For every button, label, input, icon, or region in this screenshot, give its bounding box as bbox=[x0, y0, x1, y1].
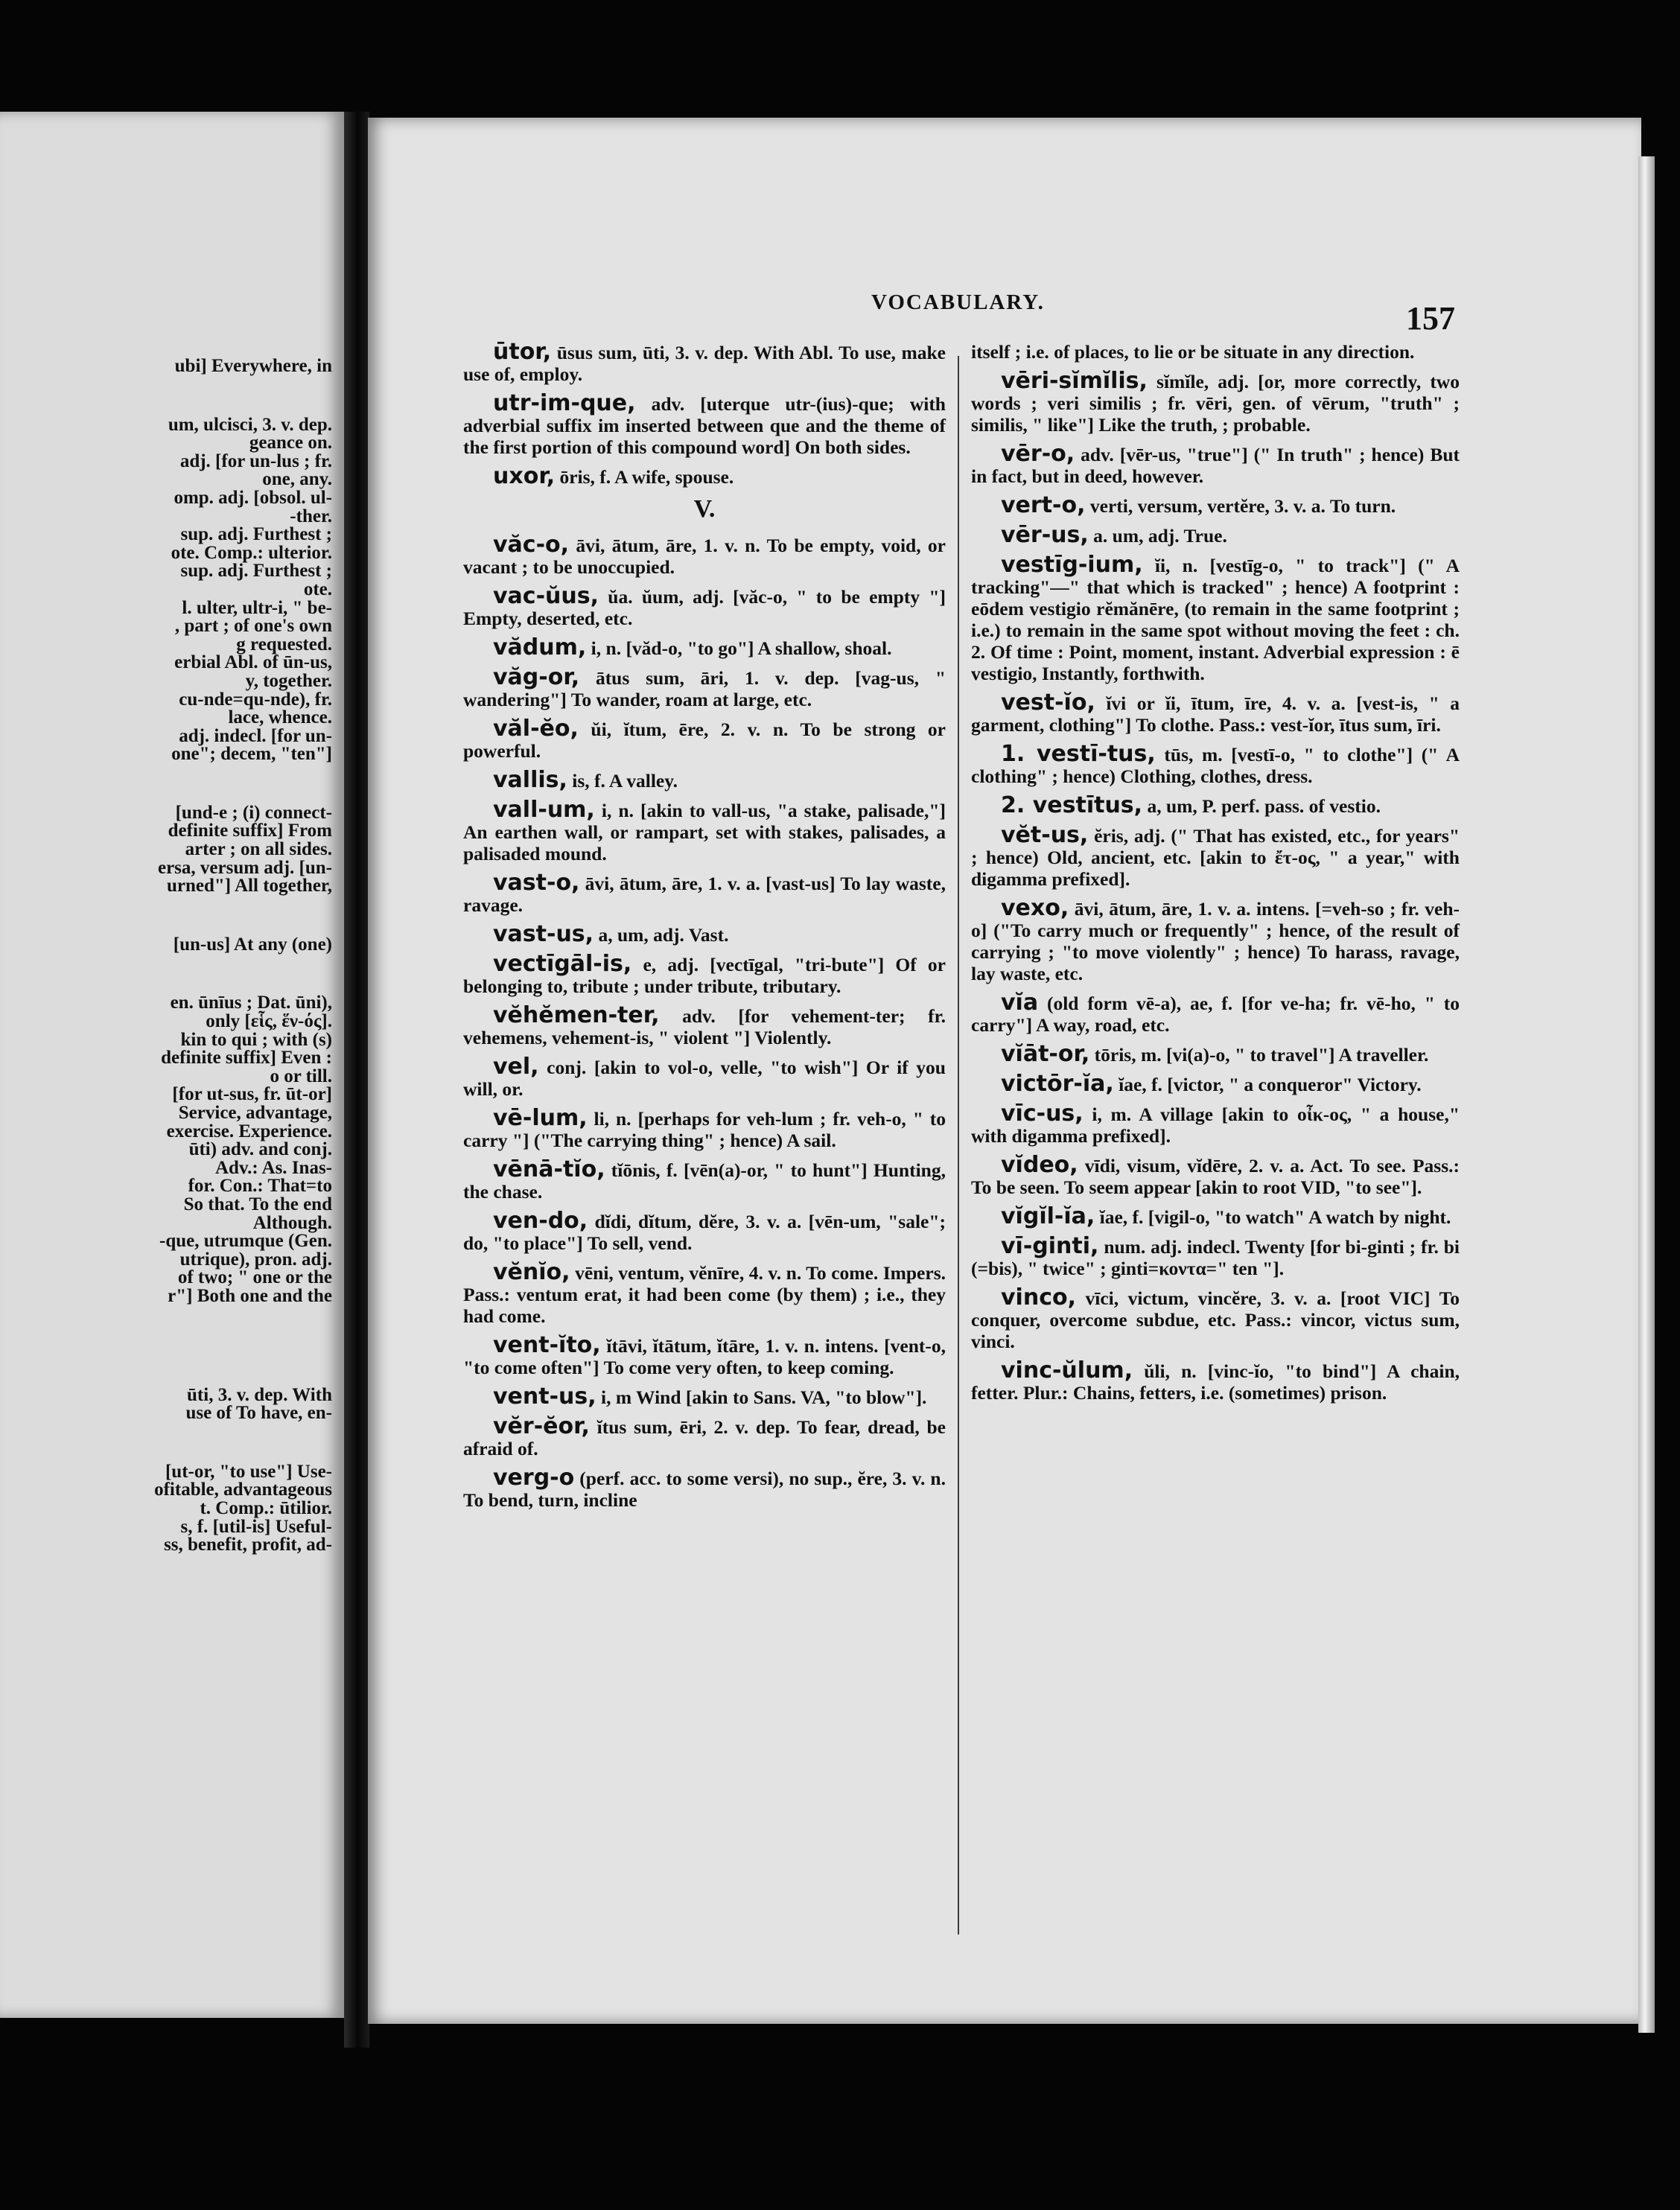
previous-page-line: of two; " one or the bbox=[177, 1267, 332, 1288]
dictionary-entry bbox=[971, 1154, 1460, 1198]
previous-page-line: exercise. Experience. bbox=[166, 1121, 332, 1141]
previous-page-line: ūti, 3. v. dep. With bbox=[187, 1384, 332, 1405]
headword: vēnā-tĭo, bbox=[493, 1156, 605, 1182]
dictionary-entry bbox=[463, 634, 946, 660]
definition: i, m. A village [akin to οἶκ-ος, " a house," with digamma prefixed]. bbox=[971, 1104, 1460, 1147]
dictionary-entry bbox=[971, 524, 1460, 547]
previous-page-line bbox=[0, 1306, 343, 1346]
dictionary-entry bbox=[463, 1261, 946, 1327]
headword: vac-ŭus, bbox=[493, 583, 599, 609]
definition: i, n. [văd-o, "to go"] A shallow, shoal. bbox=[586, 637, 892, 659]
definition: ĭi, n. [vestīg-o, " to track"] (" A tracking"—" that which is tracked" ; hence) A footprint : eōdem vestigio rĕmănēre, (to remain in the same footprint ; i.e.) to remain in the same spot without moving the feet : ch. 2. Of time : Point, moment, instant. Adverbial expression : ē vestigio, Instantly, forthwith. bbox=[971, 555, 1460, 684]
previous-page-line: Although. bbox=[252, 1212, 332, 1233]
headword: vallis, bbox=[493, 767, 567, 793]
definition: (perf. acc. to some versi), no sup., ĕre, 3. v. n. To bend, turn, incline bbox=[463, 1468, 946, 1511]
dictionary-entry bbox=[971, 1284, 1460, 1352]
headword: văc-o, bbox=[493, 532, 570, 558]
previous-page-line: arter ; on all sides. bbox=[185, 839, 332, 860]
definition: ĕris, adj. (" That has existed, etc., for years" ; hence) Old, ancient, etc. [akin to ἔτ-ος, " a year," with digamma prefixed]. bbox=[971, 825, 1460, 890]
definition: adv. [uterque utr-(ius)-que; with adverbial suffix im inserted between que and the theme of the first portion of this compound word] On both sides. bbox=[463, 393, 946, 458]
previous-page-line: s, f. [util-is] Useful- bbox=[180, 1516, 332, 1537]
previous-page-text bbox=[0, 357, 343, 1555]
definition: itself ; i.e. of places, to lie or be situate in any direction. bbox=[971, 341, 1415, 363]
dictionary-entry bbox=[463, 1156, 946, 1203]
headword: vert-o, bbox=[1001, 492, 1086, 518]
previous-page-line: Service, advantage, bbox=[178, 1103, 332, 1123]
dictionary-entry bbox=[971, 743, 1460, 787]
dictionary-entry bbox=[971, 1203, 1460, 1229]
previous-page-line: , part ; of one's own bbox=[174, 616, 332, 637]
dictionary-entry bbox=[463, 953, 946, 997]
dictionary-entry bbox=[463, 341, 946, 385]
headword: vīc-us, bbox=[1001, 1101, 1084, 1127]
previous-page-line: sup. adj. Furthest ; bbox=[180, 561, 332, 582]
dictionary-entry bbox=[971, 370, 1460, 436]
headword: vectīgāl-is, bbox=[493, 951, 632, 977]
headword: vestīg-ium, bbox=[1001, 552, 1143, 578]
definition: ĭae, f. [victor, " a conqueror" Victory. bbox=[1113, 1074, 1422, 1095]
dictionary-entry bbox=[971, 1235, 1460, 1279]
dictionary-entry bbox=[971, 1357, 1460, 1404]
headword: vēr-us, bbox=[1001, 522, 1089, 548]
previous-page-line: adj. [for un-lus ; fr. bbox=[179, 450, 332, 471]
headword: vĭgĭl-ĭa, bbox=[1001, 1203, 1095, 1229]
previous-page-line: ss, benefit, profit, ad- bbox=[164, 1535, 332, 1555]
headword: vĭdeo, bbox=[1001, 1152, 1078, 1178]
dictionary-entry bbox=[971, 443, 1460, 487]
previous-page-line: o or till. bbox=[270, 1066, 332, 1086]
previous-page-line bbox=[0, 764, 343, 804]
previous-page-line: t. Comp.: ūtilior. bbox=[200, 1497, 332, 1518]
previous-page-line: one"; decem, "ten"] bbox=[171, 744, 332, 765]
definition: (old form vē-a), ae, f. [for ve-ha; fr. vē-ho, " to carry"] A way, road, etc. bbox=[971, 993, 1460, 1036]
page-edge bbox=[1638, 156, 1655, 2033]
previous-page-line: um, ulcisci, 3. v. dep. bbox=[168, 414, 332, 435]
vocabulary-column-left bbox=[463, 341, 946, 1518]
headword: vinco, bbox=[1001, 1284, 1076, 1311]
definition: tōris, m. [vi(a)-o, " to travel"] A traveller. bbox=[1089, 1044, 1429, 1066]
page-number: 157 bbox=[1406, 300, 1455, 337]
previous-page-line: definite suffix] From bbox=[168, 821, 332, 841]
definition: ĭvi or ĭi, ītum, īre, 4. v. a. [vest-is, " a garment, clothing"] To clothe. Pass.: vest-ĭor, ītus sum, īri. bbox=[971, 692, 1460, 736]
dictionary-entry bbox=[971, 1043, 1460, 1066]
previous-page-line: urned"] All together, bbox=[167, 876, 332, 897]
headword: vast-o, bbox=[493, 870, 580, 896]
headword: vel, bbox=[493, 1054, 539, 1080]
definition: conj. [akin to vol-o, velle, "to wish"] Or if you will, or. bbox=[463, 1057, 946, 1100]
previous-page-line: ersa, versum adj. [un- bbox=[157, 857, 332, 878]
previous-page-line bbox=[0, 954, 343, 994]
definition: a, um, P. perf. pass. of vestio. bbox=[1142, 795, 1381, 817]
definition: ūsus sum, ūti, 3. v. dep. With Abl. To use, make use of, employ. bbox=[463, 342, 946, 385]
definition: āvi, ātum, āre, 1. v. n. To be empty, void, or vacant ; to be unoccupied. bbox=[463, 535, 946, 578]
previous-page-line: -ther. bbox=[290, 506, 332, 526]
definition: a. um, adj. True. bbox=[1088, 525, 1227, 547]
definition: vīdi, visum, vĭdēre, 2. v. a. Act. To see. Pass.: To be seen. To seem appear [akin to root VID, "to see"]. bbox=[971, 1155, 1460, 1198]
dictionary-entry bbox=[463, 465, 946, 488]
headword: victōr-ĭa, bbox=[1001, 1071, 1114, 1097]
previous-page-line: cu-nde=qu-nde), fr. bbox=[179, 689, 332, 710]
headword: văg-or, bbox=[493, 664, 580, 690]
previous-page-line: So that. To the end bbox=[183, 1194, 332, 1214]
dictionary-entry bbox=[971, 794, 1460, 817]
definition: tūs, m. [vestī-o, " to clothe"] (" A clothing" ; hence) Clothing, clothes, dress. bbox=[971, 744, 1460, 787]
previous-page-line: kin to qui ; with (s) bbox=[180, 1029, 332, 1050]
previous-page-line: erbial Abl. of ūn-us, bbox=[174, 652, 332, 673]
previous-page-line bbox=[0, 1346, 343, 1386]
definition: a, um, adj. Vast. bbox=[594, 924, 729, 946]
book-gutter bbox=[344, 112, 369, 2048]
headword: vē-lum, bbox=[493, 1105, 588, 1131]
definition: ŭa. ŭum, adj. [văc-o, " to be empty "] Empty, deserted, etc. bbox=[463, 586, 946, 629]
headword: vast-us, bbox=[493, 921, 594, 947]
dictionary-entry bbox=[463, 666, 946, 710]
headword: vĕhĕmen-ter, bbox=[493, 1002, 660, 1028]
previous-page-line: ubi] Everywhere, in bbox=[174, 356, 332, 376]
running-head: VOCABULARY. bbox=[871, 290, 1045, 314]
definition: ĭae, f. [vigil-o, "to watch" A watch by night. bbox=[1095, 1206, 1451, 1228]
previous-page-line bbox=[0, 896, 343, 936]
dictionary-entry bbox=[463, 872, 946, 916]
headword: 2. vestītus, bbox=[1001, 792, 1143, 818]
headword: ven-do, bbox=[493, 1208, 588, 1234]
definition: vēni, ventum, vĕnīre, 4. v. n. To come. Impers. Pass.: ventum erat, it had been come (by them) ; i.e., they had come. bbox=[463, 1262, 946, 1327]
definition: āvi, ātum, āre, 1. v. a. intens. [=veh-so ; fr. veh-o] ("To carry much or frequently" ; hence, of the result of carrying ; "to move violently" ; hence) To harass, ravage, lay waste, etc. bbox=[971, 898, 1460, 984]
previous-page-line: [for ut-sus, fr. ūt-or] bbox=[172, 1084, 332, 1105]
previous-page-line: r"] Both one and the bbox=[168, 1285, 332, 1306]
dictionary-entry bbox=[463, 769, 946, 792]
dictionary-entry bbox=[971, 341, 1460, 363]
previous-page-line: l. ulter, ultr-i, " be- bbox=[182, 597, 332, 618]
section-letter: V. bbox=[693, 495, 716, 523]
headword: verg-o bbox=[493, 1465, 575, 1491]
previous-page-line: en. ūnīus ; Dat. ūni), bbox=[170, 993, 332, 1013]
definition: li, n. [perhaps for veh-lum ; fr. veh-o, " to carry "] ("The carrying thing" ; hence) A sail. bbox=[463, 1108, 946, 1151]
dictionary-entry bbox=[463, 1210, 946, 1254]
column-divider bbox=[958, 356, 959, 1934]
previous-page-line: -que, utrumque (Gen. bbox=[159, 1231, 332, 1252]
previous-page-line: g requested. bbox=[236, 634, 332, 655]
headword: vall-um, bbox=[493, 797, 595, 823]
definition: sĭmĭle, adj. [or, more correctly, two words ; veri similis ; fr. vēri, gen. of vērum, "truth" ; similis, " like"] Like the truth, ; probable. bbox=[971, 371, 1460, 436]
previous-page-line: Adv.: As. Inas- bbox=[215, 1157, 332, 1178]
dictionary-entry bbox=[971, 824, 1460, 890]
definition: ĭtāvi, ĭtātum, ĭtāre, 1. v. n. intens. [vent-o, "to come often"] To come very often, to keep coming. bbox=[463, 1335, 946, 1378]
headword: vent-ĭto, bbox=[493, 1332, 601, 1358]
headword: vest-ĭo, bbox=[1001, 690, 1095, 716]
dictionary-entry bbox=[463, 799, 946, 864]
dictionary-entry bbox=[971, 494, 1460, 517]
dictionary-entry bbox=[463, 392, 946, 458]
dictionary-entry bbox=[463, 923, 946, 946]
headword: utr-im-que, bbox=[493, 390, 636, 416]
definition: āvi, ātum, āre, 1. v. a. [vast-us] To lay waste, ravage. bbox=[463, 873, 946, 916]
definition: e, adj. [vectīgal, "tri-bute"] Of or belonging to, tribute ; under tribute, tributary. bbox=[463, 954, 946, 997]
previous-page-line bbox=[0, 376, 343, 416]
previous-page-line: ofitable, advantageous bbox=[154, 1480, 332, 1500]
headword: vēr-o, bbox=[1001, 441, 1075, 467]
previous-page-line: only [εἷς, ἕν-ός]. bbox=[206, 1011, 332, 1032]
headword: vĕt-us, bbox=[1001, 822, 1089, 848]
dictionary-entry bbox=[463, 1004, 946, 1048]
dictionary-entry bbox=[463, 1107, 946, 1151]
headword: vĭāt-or, bbox=[1001, 1041, 1090, 1067]
definition: adv. [vēr-us, "true"] (" In truth" ; hence) But in fact, but in deed, however. bbox=[971, 444, 1460, 487]
previous-page-line: y, together. bbox=[245, 670, 332, 691]
previous-page-line: ote. Comp.: ulterior. bbox=[171, 542, 332, 563]
dictionary-entry bbox=[971, 1073, 1460, 1095]
previous-page-line: ūti) adv. and conj. bbox=[188, 1139, 332, 1160]
dictionary-entry bbox=[463, 718, 946, 762]
headword: văl-ĕo, bbox=[493, 716, 579, 742]
definition: ātus sum, āri, 1. v. dep. [vag-us, " wandering"] To wander, roam at large, etc. bbox=[463, 667, 946, 710]
dictionary-entry bbox=[463, 1383, 946, 1410]
dictionary-entry bbox=[971, 992, 1460, 1036]
definition: ōris, f. A wife, spouse. bbox=[555, 466, 734, 488]
dictionary-entry bbox=[971, 897, 1460, 984]
headword: vĭa bbox=[1001, 990, 1039, 1016]
previous-page-line: sup. adj. Furthest ; bbox=[180, 524, 332, 545]
definition: i, n. [akin to vall-us, "a stake, palisade,"] An earthen wall, or rampart, set with stakes, palisades, a palisaded mound. bbox=[463, 800, 946, 864]
dictionary-entry bbox=[971, 554, 1460, 684]
definition: tĭōnis, f. [vēn(a)-or, " to hunt"] Hunting, the chase. bbox=[463, 1159, 946, 1203]
previous-page-line: one, any. bbox=[262, 469, 332, 490]
dictionary-entry bbox=[971, 1103, 1460, 1147]
dictionary-entry bbox=[463, 1056, 946, 1100]
previous-page-line: use of To have, en- bbox=[185, 1403, 332, 1424]
previous-page-line: omp. adj. [obsol. ul- bbox=[174, 487, 332, 508]
previous-page-line: adj. indecl. [for un- bbox=[179, 725, 332, 746]
definition: dĭdi, dĭtum, dĕre, 3. v. a. [vēn-um, "sale"; do, "to place"] To sell, vend. bbox=[463, 1211, 946, 1254]
previous-page-line: utrique), pron. adj. bbox=[179, 1249, 332, 1270]
headword: vĕnĭo, bbox=[493, 1259, 570, 1285]
previous-page-line: definite suffix] Even : bbox=[161, 1048, 332, 1069]
headword: vĕr-ĕor, bbox=[493, 1413, 590, 1439]
previous-page-line: [ut-or, "to use"] Use- bbox=[165, 1461, 332, 1482]
previous-page-line: lace, whence. bbox=[228, 707, 332, 728]
definition: verti, versum, vertĕre, 3. v. a. To turn. bbox=[1085, 495, 1396, 517]
definition: i, m Wind [akin to Sans. VA, "to blow"]. bbox=[596, 1386, 927, 1408]
dictionary-entry bbox=[463, 1334, 946, 1378]
definition: ĭtus sum, ēri, 2. v. dep. To fear, dread, be afraid of. bbox=[463, 1416, 946, 1459]
previous-page-line: [und-e ; (i) connect- bbox=[175, 802, 332, 823]
dictionary-entry bbox=[463, 585, 946, 629]
previous-page-line bbox=[0, 1423, 343, 1463]
definition: adv. [for vehement-ter; fr. vehemens, vehement-is, " violent "] Violently. bbox=[463, 1005, 946, 1048]
dictionary-entry bbox=[971, 692, 1460, 736]
headword: uxor, bbox=[493, 463, 556, 489]
headword: vexo, bbox=[1001, 895, 1069, 921]
previous-page-line: geance on. bbox=[249, 433, 332, 453]
definition: ŭi, ĭtum, ēre, 2. v. n. To be strong or powerful. bbox=[463, 719, 946, 762]
previous-page-line: for. Con.: That=to bbox=[188, 1176, 332, 1197]
definition: vīci, victum, vincĕre, 3. v. a. [root VIC] To conquer, overcome subdue, etc. Pass.: vincor, victus sum, vinci. bbox=[971, 1287, 1460, 1352]
definition: num. adj. indecl. Twenty [for bi-ginti ; fr. bi (=bis), " twice" ; ginti=κοντα=" ten "]. bbox=[971, 1236, 1460, 1279]
headword: ūtor, bbox=[493, 339, 552, 365]
definition: is, f. A valley. bbox=[567, 770, 678, 792]
dictionary-entry bbox=[463, 1413, 946, 1459]
dictionary-entry bbox=[463, 1467, 946, 1511]
previous-page-line: ote. bbox=[303, 579, 332, 599]
vocabulary-column-right bbox=[971, 341, 1460, 1411]
headword: 1. vestī-tus, bbox=[1001, 741, 1156, 767]
headword: vī-ginti, bbox=[1001, 1233, 1099, 1259]
previous-page bbox=[0, 112, 344, 2018]
headword: vădum, bbox=[493, 634, 587, 660]
dictionary-entry bbox=[463, 534, 946, 578]
headword: vinc-ŭlum, bbox=[1001, 1357, 1133, 1383]
headword: vēri-sĭmĭlis, bbox=[1001, 368, 1148, 394]
headword: vent-us, bbox=[493, 1383, 596, 1410]
previous-page-line: [un-us] At any (one) bbox=[173, 934, 332, 955]
definition: ŭli, n. [vinc-ĭo, "to bind"] A chain, fetter. Plur.: Chains, fetters, i.e. (sometimes) prison. bbox=[971, 1360, 1460, 1404]
